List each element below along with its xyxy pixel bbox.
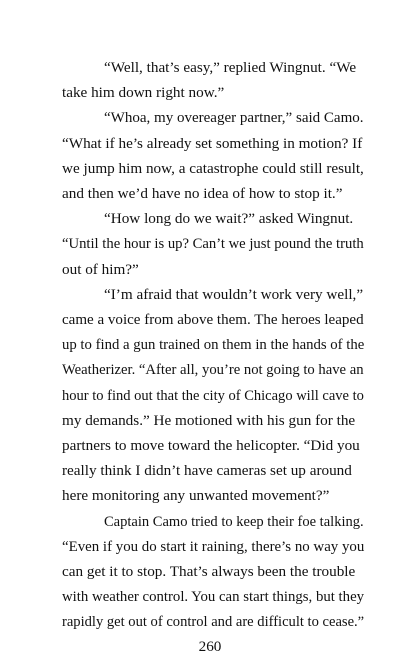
text-line: “I’m afraid that wouldn’t work very well,” <box>104 286 364 303</box>
text-line: out of him?” <box>62 261 139 278</box>
text-line: “How long do we wait?” asked Wingnut. <box>104 210 354 227</box>
text-line: here monitoring any unwanted movement?” <box>62 487 330 504</box>
text-line: “Well, that’s easy,” replied Wingnut. “We <box>104 59 357 76</box>
text-line: we jump him now, a catastrophe could still result, <box>62 160 364 177</box>
text-line: “Until the hour is up? Can’t we just pound the truth <box>62 235 364 252</box>
text-line: can get it to stop. That’s always been the trouble <box>62 563 356 580</box>
text-line: partners to move toward the helicopter. “Did you <box>62 437 360 454</box>
text-line: with weather control. You can start things, but they <box>62 588 365 605</box>
text-line: Captain Camo tried to keep their foe talking. <box>104 513 364 530</box>
text-line: my demands.” He motioned with his gun for the <box>62 412 356 429</box>
text-line: up to find a gun trained on them in the hands of the <box>62 336 365 353</box>
text-line: really think I didn’t have cameras set up around <box>62 462 352 479</box>
text-line: and then we’d have no idea of how to stop it.” <box>62 185 343 202</box>
text-line: came a voice from above them. The heroes leaped <box>62 311 364 328</box>
text-line: “Even if you do start it raining, there’s no way you <box>62 538 365 555</box>
text-line: “Whoa, my overeager partner,” said Camo. <box>104 109 364 126</box>
text-line: rapidly get out of control and are difficult to cease.” <box>62 613 365 630</box>
text-line: Weatherizer. “After all, you’re not going to have an <box>62 361 364 378</box>
text-line: hour to find out that the city of Chicago will cave to <box>62 387 364 404</box>
text-line: take him down right now.” <box>62 84 225 101</box>
text-line: “What if he’s already set something in motion? If <box>62 135 363 152</box>
page-number: 260 <box>198 638 222 655</box>
